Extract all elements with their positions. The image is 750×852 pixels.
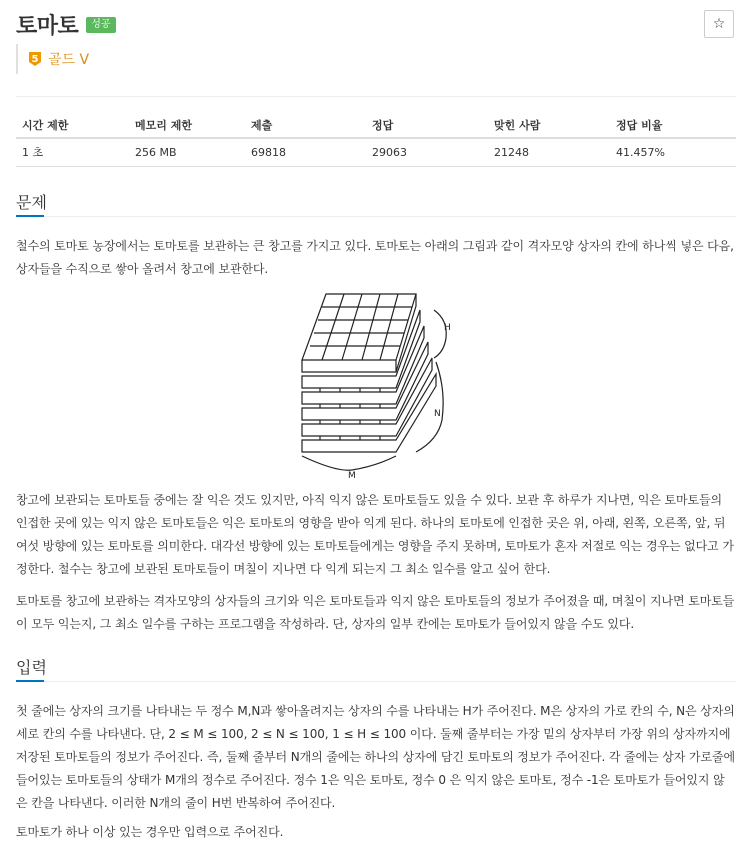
input-paragraph: 토마토가 하나 이상 있는 경우만 입력으로 주어진다. xyxy=(16,825,284,839)
section-title-problem: 문제 xyxy=(16,193,47,212)
star-icon: ☆ xyxy=(712,16,726,32)
table-cell: 29063 xyxy=(366,138,488,166)
tier-label: 골드 V xyxy=(48,52,90,68)
favorite-star-button[interactable] xyxy=(704,10,734,38)
table-cell: 256 MB xyxy=(129,138,245,166)
section-title-input: 입력 xyxy=(16,658,47,677)
m-label: M xyxy=(348,471,356,480)
status-badge: 성공 xyxy=(86,17,115,33)
h-label: H xyxy=(444,323,451,333)
table-header-cell: 정답 비율 xyxy=(610,112,736,138)
section-underline xyxy=(16,215,44,217)
tier-number: 5 xyxy=(31,54,39,65)
problem-header xyxy=(16,8,736,78)
table-header-cell: 시간 제한 xyxy=(16,112,129,138)
problem-paragraph: 철수의 토마토 농장에서는 토마토를 보관하는 큰 창고를 가지고 있다. 토마토는 아래의 그림과 같이 격자모양 상자의 칸에 하나씩 넣은 다음, 상자들을 수직으로 쌓아 올려서 창고에 보관한다. xyxy=(16,239,734,276)
problem-info-table xyxy=(16,112,736,167)
header-divider xyxy=(16,96,736,97)
section-divider xyxy=(44,216,736,217)
table-cell: 1 초 xyxy=(16,138,129,166)
title-row xyxy=(16,8,736,40)
page-title: 토마토 xyxy=(16,13,79,39)
table-cell: 41.457% xyxy=(610,138,736,166)
tomato-box-diagram xyxy=(296,290,456,480)
table-header-row xyxy=(16,112,736,138)
n-label: N xyxy=(434,409,441,419)
table-header-cell: 제출 xyxy=(245,112,366,138)
problem-paragraph: 토마토를 창고에 보관하는 격자모양의 상자들의 크기와 익은 토마토들과 익지 않은 토마토들의 정보가 주어졌을 때, 며칠이 지나면 토마토들이 모두 익는지, 그 최소 일수를 구하는 프로그램을 작성하라. 단, 상자의 일부 칸에는 토마토가 들어있지 않을 수도 있다. xyxy=(16,594,735,631)
table-cell: 69818 xyxy=(245,138,366,166)
section-divider xyxy=(44,681,736,682)
table-cell: 21248 xyxy=(488,138,610,166)
tier-badge-icon xyxy=(28,51,42,67)
table-header-cell: 정답 xyxy=(366,112,488,138)
tier-indicator[interactable] xyxy=(16,44,89,74)
table-header-cell: 맞힌 사람 xyxy=(488,112,610,138)
problem-paragraph: 창고에 보관되는 토마토들 중에는 잘 익은 것도 있지만, 아직 익지 않은 토마토들도 있을 수 있다. 보관 후 하루가 지나면, 익은 토마토들의 인접한 곳에 있는 익지 않은 토마토들은 익은 토마토의 영향을 받아 익게 된다. 하나의 토마토에 인접한 곳은 위, 아래, 왼쪽, 오른쪽, 앞, 뒤 여섯 방향에 있는 토마토를 의미한다. 대각선 방향에 있는 토마토들에게는 영향을 주지 못하며, 토마토가 혼자 저절로 익는 경우는 없다고 가정한다. 철수는 창고에 보관된 토마토들이 며칠이 지나면 다 익게 되는지 그 최소 일수를 알고 싶어 한다. xyxy=(16,493,734,576)
input-paragraph: 첫 줄에는 상자의 크기를 나타내는 두 정수 M,N과 쌓아올려지는 상자의 수를 나타내는 H가 주어진다. M은 상자의 가로 칸의 수, N은 상자의 세로 칸의 수를 나타낸다. 단, 2 ≤ M ≤ 100, 2 ≤ N ≤ 100, 1 ≤ H ≤ 100 이다. 둘째 줄부터는 가장 밑의 상자부터 가장 위의 상자까지에 저장된 토마토들의 정보가 주어진다. 즉, 둘째 줄부터 N개의 줄에는 하나의 상자에 담긴 토마토의 정보가 주어진다. 각 줄에는 상자 가로줄에 들어있는 토마토들의 상태가 M개의 정수로 주어진다. 정수 1은 익은 토마토, 정수 0 은 익지 않은 토마토, 정수 -1은 토마토가 들어있지 않은 칸을 나타낸다. 이러한 N개의 줄이 H번 반복하여 주어진다. xyxy=(16,704,735,810)
section-underline xyxy=(16,680,44,682)
table-row xyxy=(16,138,736,166)
table-header-cell: 메모리 제한 xyxy=(129,112,245,138)
